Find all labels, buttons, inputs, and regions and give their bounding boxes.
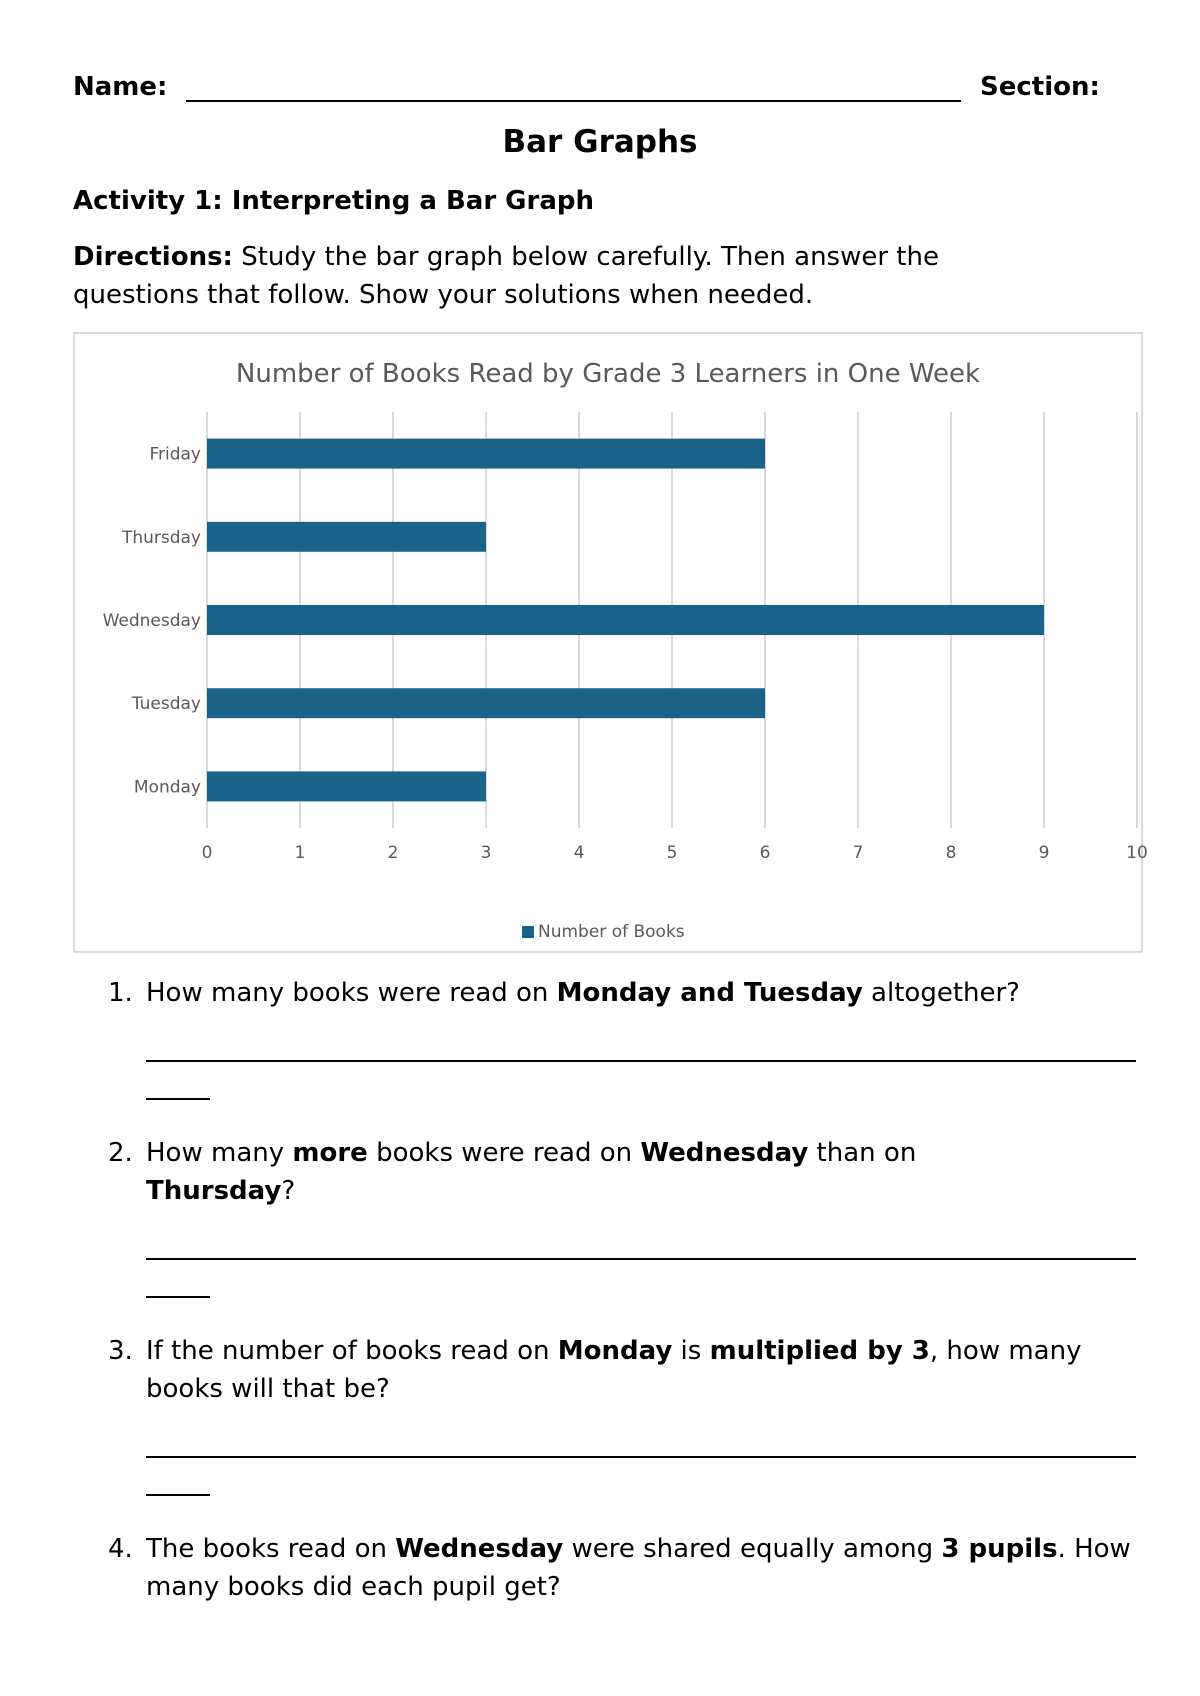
legend-label: Number of Books	[538, 922, 685, 942]
category-label-tuesday: Tuesday	[131, 694, 201, 715]
question-2-part: Thursday	[146, 1176, 282, 1206]
question-1-number: 1.	[108, 978, 133, 1008]
question-2-part: than on	[808, 1138, 917, 1168]
x-tick-label: 7	[852, 843, 864, 863]
answer-line-2-short[interactable]	[146, 1296, 210, 1298]
answer-line-1-short[interactable]	[146, 1098, 210, 1100]
bar-monday	[207, 771, 486, 801]
questions-list	[100, 974, 1150, 1606]
question-3-number: 3.	[108, 1336, 133, 1366]
question-4-part: 3 pupils	[941, 1534, 1058, 1564]
question-3-part: Monday	[557, 1336, 673, 1366]
question-3-part: , how many books will that be?	[146, 1336, 1082, 1404]
directions-text: Study the bar graph below carefully. Then answer the questions that follow. Show your solutions when needed.	[73, 242, 939, 310]
question-1	[100, 974, 1150, 1100]
answer-line-1[interactable]	[146, 1060, 1136, 1062]
x-tick-label: 9	[1038, 843, 1050, 863]
bar-tuesday	[207, 688, 765, 718]
name-blank-line[interactable]	[186, 100, 961, 102]
x-tick-label: 3	[480, 843, 492, 863]
category-label-wednesday: Wednesday	[102, 611, 201, 631]
question-1-text	[100, 974, 1150, 1012]
bar-chart-svg	[75, 334, 1148, 951]
question-2-number: 2.	[108, 1138, 133, 1168]
x-tick-label: 6	[759, 843, 771, 863]
answer-line-3-short[interactable]	[146, 1494, 210, 1496]
section-label: Section:	[980, 72, 1100, 102]
question-1-part: How many books were read on	[146, 978, 557, 1008]
x-tick-label: 4	[573, 843, 585, 863]
category-label-friday: Friday	[149, 444, 201, 465]
question-2	[100, 1134, 1150, 1298]
answer-line-2[interactable]	[146, 1258, 1136, 1260]
question-3	[100, 1332, 1150, 1496]
question-4-part: . How many books did each pupil get?	[146, 1534, 1131, 1602]
question-3-part: is	[672, 1336, 710, 1366]
chart-title: Number of Books Read by Grade 3 Learners in One Week	[235, 359, 981, 389]
question-3-text	[100, 1332, 1150, 1408]
question-1-part: altogether?	[862, 978, 1020, 1008]
category-label-thursday: Thursday	[121, 527, 201, 548]
legend-swatch	[522, 926, 534, 938]
question-2-part: ?	[281, 1176, 296, 1206]
question-2-text	[100, 1134, 1150, 1210]
question-3-part: If the number of books read on	[146, 1336, 558, 1366]
question-2-part: How many	[146, 1138, 293, 1168]
page-title: Bar Graphs	[502, 124, 698, 160]
question-4-part: were shared equally among	[563, 1534, 942, 1564]
bar-thursday	[207, 522, 486, 552]
question-4-text	[100, 1530, 1150, 1606]
x-tick-label: 8	[945, 843, 957, 863]
question-4-number: 4.	[108, 1534, 133, 1564]
question-4-part: The books read on	[146, 1534, 396, 1564]
bar-chart	[73, 332, 1148, 953]
bar-wednesday	[207, 605, 1044, 635]
question-2-part: more	[292, 1138, 368, 1168]
answer-line-3[interactable]	[146, 1456, 1136, 1458]
category-label-monday: Monday	[133, 777, 201, 798]
question-4	[100, 1530, 1150, 1606]
x-tick-label: 5	[666, 843, 678, 863]
bar-friday	[207, 439, 765, 469]
question-1-part: Monday and Tuesday	[556, 978, 863, 1008]
question-4-part: Wednesday	[395, 1534, 564, 1564]
name-section-row	[73, 72, 1113, 108]
question-2-part: Wednesday	[640, 1138, 809, 1168]
question-2-part: books were read on	[367, 1138, 641, 1168]
activity-heading: Activity 1: Interpreting a Bar Graph	[73, 186, 595, 216]
name-label: Name:	[73, 72, 168, 102]
directions-label: Directions:	[73, 242, 233, 272]
x-tick-label: 2	[387, 843, 399, 863]
x-tick-label: 1	[294, 843, 306, 863]
question-3-part: multiplied by 3	[709, 1336, 930, 1366]
x-tick-label: 10	[1126, 843, 1148, 863]
chart-legend	[522, 922, 685, 942]
directions	[73, 238, 1073, 314]
x-tick-label: 0	[201, 843, 213, 863]
